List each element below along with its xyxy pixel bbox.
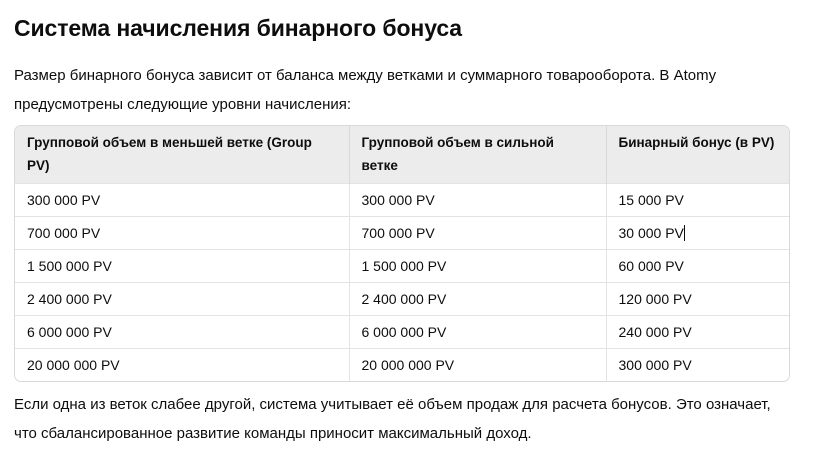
cell-strong-branch: 2 400 000 PV	[349, 283, 606, 316]
cell-strong-branch: 700 000 PV	[349, 217, 606, 250]
page-title: Система начисления бинарного бонуса	[14, 15, 462, 41]
table-row	[15, 316, 789, 349]
header-strong-branch: Групповой объем в сильной ветке	[349, 126, 606, 184]
cell-strong-branch: 300 000 PV	[349, 184, 606, 217]
cell-binary-bonus: 15 000 PV	[606, 184, 789, 217]
conclusion-paragraph: Если одна из веток слабее другой, система учитывает её объем продаж для расчета бонусов. Это означает, что сбалансированное развитие команды приносит максимальный доход.	[14, 396, 771, 442]
table-row	[15, 250, 789, 283]
header-weak-branch: Групповой объем в меньшей ветке (Group PV)	[15, 126, 349, 184]
cell-strong-branch: 20 000 000 PV	[349, 349, 606, 382]
intro-paragraph: Размер бинарного бонуса зависит от баланса между ветками и суммарного товарооборота. В Atomy предусмотрены следующие уровни начисления:	[14, 67, 717, 113]
cell-binary-bonus: 120 000 PV	[606, 283, 789, 316]
cell-binary-bonus: 300 000 PV	[606, 349, 789, 382]
table-row	[15, 349, 789, 382]
table-header-row	[15, 126, 789, 184]
bonus-table	[15, 126, 789, 381]
table-row	[15, 184, 789, 217]
cell-weak-branch: 6 000 000 PV	[15, 316, 349, 349]
bonus-table-container	[14, 125, 790, 382]
cell-binary-bonus	[606, 217, 789, 250]
text-cursor-icon	[684, 225, 685, 241]
cell-binary-bonus: 60 000 PV	[606, 250, 789, 283]
table-row	[15, 283, 789, 316]
cell-weak-branch: 700 000 PV	[15, 217, 349, 250]
cell-strong-branch: 6 000 000 PV	[349, 316, 606, 349]
cell-binary-bonus-text: 30 000 PV	[618, 225, 684, 241]
cell-weak-branch: 1 500 000 PV	[15, 250, 349, 283]
header-binary-bonus: Бинарный бонус (в PV)	[606, 126, 789, 184]
cell-weak-branch: 20 000 000 PV	[15, 349, 349, 382]
cell-binary-bonus: 240 000 PV	[606, 316, 789, 349]
cell-weak-branch: 300 000 PV	[15, 184, 349, 217]
cell-strong-branch: 1 500 000 PV	[349, 250, 606, 283]
table-row	[15, 217, 789, 250]
cell-weak-branch: 2 400 000 PV	[15, 283, 349, 316]
